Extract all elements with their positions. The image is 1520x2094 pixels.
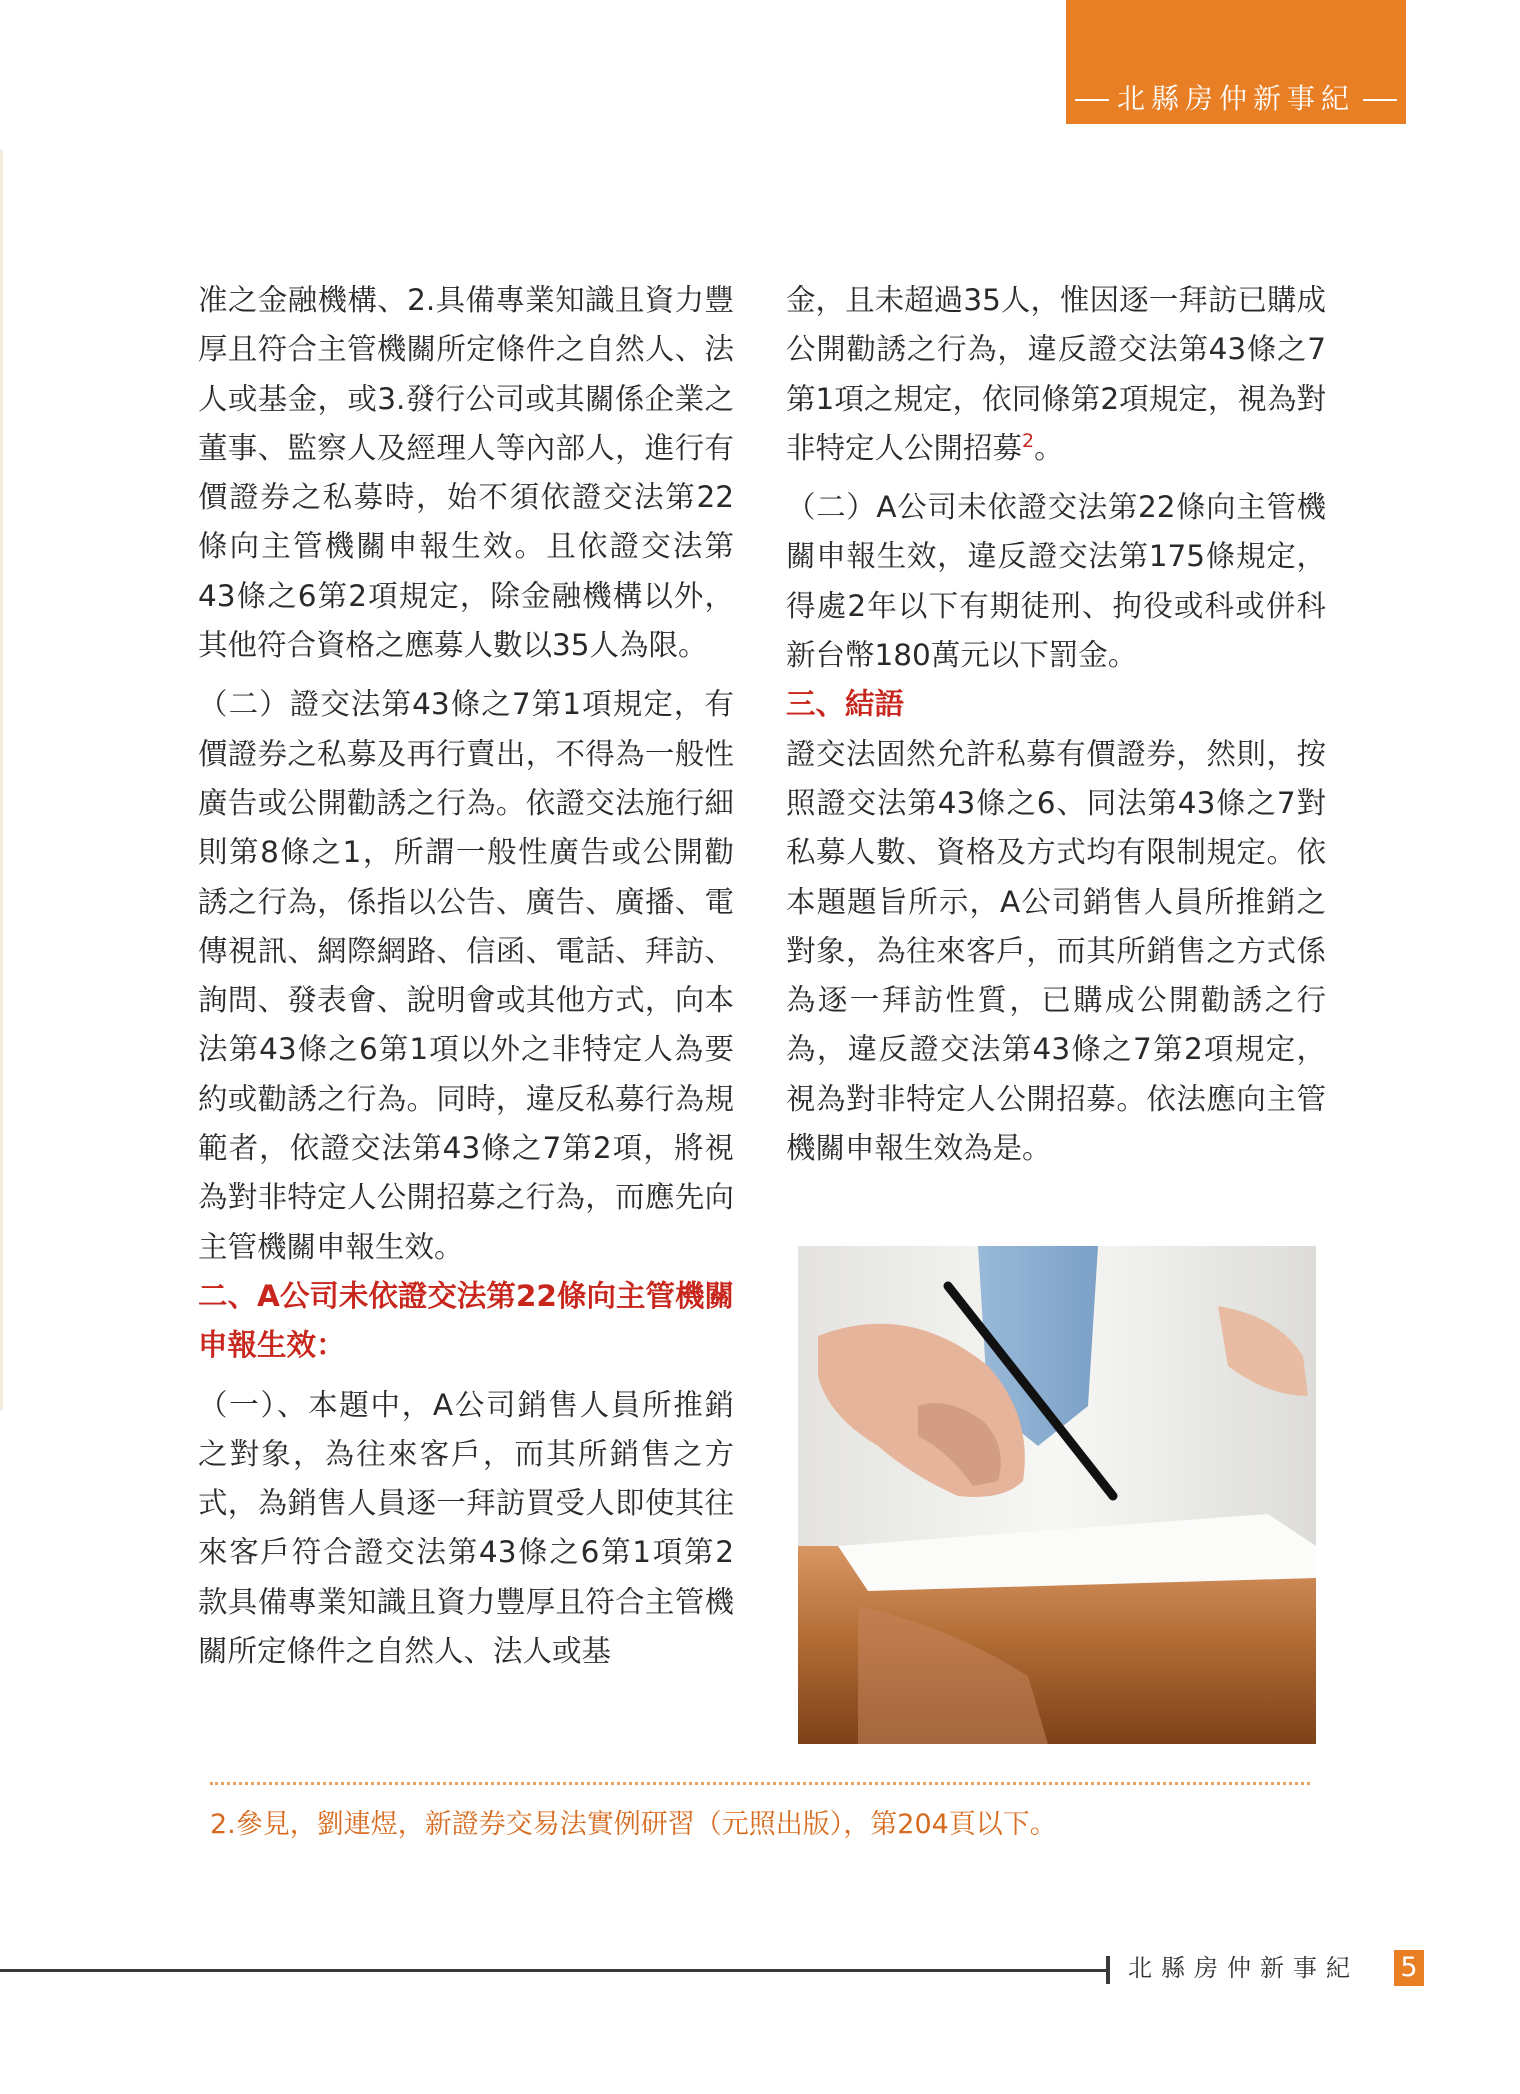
left-column [198,276,734,1676]
section-two-heading: 二、A公司未依證交法第22條向主管機關申報生效： [198,1278,734,1363]
page-number: 5 [1394,1950,1424,1986]
header-tab [1066,0,1406,124]
header-title-text: 北縣房仲新事紀 [1116,82,1355,115]
header-dash-left [1075,99,1109,101]
right-column [786,276,1326,1173]
footer-title: 北縣房仲新事紀 [1128,1954,1359,1982]
paragraph-conclusion: 證交法固然允許私募有價證券，然則，按照證交法第43條之6、同法第43條之7對私募人數、資格及方式均有限制規定。依本題題旨所示，A公司銷售人員所推銷之對象，為往來客戶，而其所銷售之方式係為逐一拜訪性質，已購成公開勸誘之行為，違反證交法第43條之7第2項規定，視為對非特定人公開招募。依法應向主管機關申報生效為是。 [786,736,1326,1166]
footer-tick [1106,1956,1110,1984]
header-dash-right [1363,99,1397,101]
header-title [1066,82,1406,116]
paragraph-private-placement-qualification: 准之金融機構、2.具備專業知識且資力豐厚且符合主管機關所定條件之自然人、法人或基金，或3.發行公司或其關係企業之董事、監察人及經理人等內部人，進行有價證券之私募時，始不須依證交法第22條向主管機關申報生效。且依證交法第43條之6第2項規定，除金融機構以外，其他符合資格之應募人數以35人為限。 [198,283,734,663]
section-three-heading: 三、結語 [786,687,905,722]
footnote-text: 2.參見，劉連煜，新證券交易法實例研習（元照出版），第204頁以下。 [210,1809,1057,1840]
paragraph-case-analysis-1-text: 金，且未超過35人，惟因逐一拜訪已購成公開勸誘之行為，違反證交法第43條之7第1項之規定，依同條第2項規定，視為對非特定人公開招募 [786,283,1326,465]
footer-rule [0,1969,1106,1972]
footnote-divider [210,1782,1310,1785]
left-edge-mark [0,150,3,1410]
photo-signing-document [798,1246,1316,1744]
paragraph-end-mark: 。 [1034,430,1064,465]
paragraph-article-43-7: （二）證交法第43條之7第1項規定，有價證券之私募及再行賣出，不得為一般性廣告或公開勸誘之行為。依證交法施行細則第8條之1，所謂一般性廣告或公開勸誘之行為，係指以公告、廣告、廣播、電傳視訊、網際網路、信函、電話、拜訪、詢問、發表會、說明會或其他方式，向本法第43條之6第1項以外之非特定人為要約或勸誘之行為。同時，違反私募行為規範者，依證交法第43條之7第2項，將視為對非特定人公開招募之行為，而應先向主管機關申報生效。 [198,687,734,1264]
paragraph-case-analysis-1-cont [786,276,1326,473]
paragraph-case-analysis-1: （一）、本題中，A公司銷售人員所推銷之對象，為往來客戶，而其所銷售之方式，為銷售人員逐一拜訪買受人即使其往來客戶符合證交法第43條之6第1項第2款具備專業知識且資力豐厚且符合主管機關所定條件之自然人、法人或基 [198,1387,734,1669]
paragraph-case-analysis-2: （二）A公司未依證交法第22條向主管機關申報生效，違反證交法第175條規定，得處2年以下有期徒刑、拘役或科或併科新台幣180萬元以下罰金。 [786,490,1326,673]
footnote-ref: 2 [1022,430,1035,453]
signing-illustration [798,1246,1316,1744]
